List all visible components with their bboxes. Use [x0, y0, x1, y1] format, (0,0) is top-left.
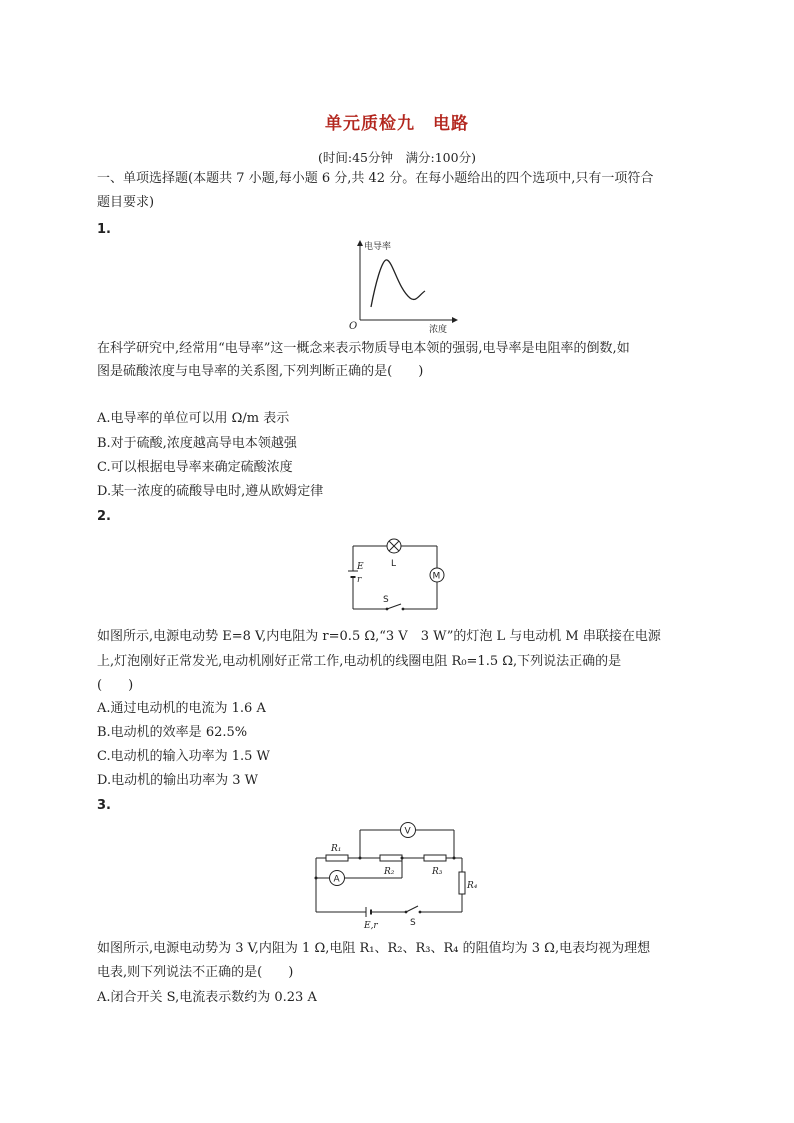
- origin-label: O: [349, 321, 358, 332]
- ammeter-label: A: [333, 874, 340, 885]
- resistor-r3: [424, 855, 446, 861]
- conductivity-concentration-graph: [340, 236, 460, 334]
- source-symbol: [366, 907, 371, 917]
- lamp-symbol: [387, 539, 401, 553]
- page-title: 单元质检九 电路: [325, 114, 469, 134]
- r1-label: R₁: [331, 844, 342, 854]
- switch-label: S: [383, 595, 389, 605]
- resistor-r2: [380, 855, 402, 861]
- internal-resistance-label: r: [357, 575, 362, 585]
- resistor-r1: [326, 855, 348, 861]
- question-2-option-b: B.电动机的效率是 62.5%: [97, 725, 248, 740]
- y-axis-arrow: [357, 240, 363, 246]
- emf-label: E: [357, 562, 364, 572]
- voltmeter-symbol: [401, 823, 416, 838]
- section-heading-line-2: 题目要求): [97, 195, 155, 210]
- mixed-circuit-diagram: [308, 820, 478, 934]
- switch-symbol: [405, 906, 422, 913]
- question-3-stem-line-1: 如图所示,电源电动势为 3 V,内阻为 1 Ω,电阻 R₁、R₂、R₃、R₄ 的阻值均为 3 Ω,电表均视为理想: [97, 941, 651, 956]
- switch-label: S: [410, 918, 416, 928]
- question-2-stem-line-1: 如图所示,电源电动势 E=8 V,内电阻为 r=0.5 Ω,“3 V 3 W”的灯泡 L 与电动机 M 串联接在电源: [97, 629, 661, 644]
- source-label: E,r: [364, 921, 378, 931]
- question-1-stem-line-1: 在科学研究中,经常用“电导率”这一概念来表示物质导电本领的强弱,电导率是电阻率的倒数,如: [97, 341, 630, 356]
- lamp-label: L: [391, 559, 397, 569]
- voltmeter-label: V: [404, 826, 411, 837]
- question-2-option-c: C.电动机的输入功率为 1.5 W: [97, 749, 270, 764]
- question-1-option-a: A.电导率的单位可以用 Ω/m 表示: [97, 411, 290, 426]
- question-3-stem-line-2: 电表,则下列说法不正确的是( ): [97, 965, 294, 980]
- question-3-number: 3.: [97, 798, 111, 813]
- question-2-stem-line-2: 上,灯泡刚好正常发光,电动机刚好正常工作,电动机的线圈电阻 R₀=1.5 Ω,下列说法正确的是: [97, 654, 622, 669]
- section-heading-line-1: 一、单项选择题(本题共 7 小题,每小题 6 分,共 42 分。在每小题给出的四个选项中,只有一项符合: [97, 171, 654, 186]
- y-axis-label: 电导率: [364, 242, 392, 252]
- question-1-option-d: D.某一浓度的硫酸导电时,遵从欧姆定律: [97, 484, 324, 499]
- r2-label: R₂: [384, 867, 395, 877]
- x-axis-label: 浓度: [429, 325, 448, 334]
- motor-symbol: [430, 568, 444, 582]
- question-2-option-d: D.电动机的输出功率为 3 W: [97, 773, 258, 788]
- question-1-number: 1.: [97, 222, 111, 237]
- question-1-option-c: C.可以根据电导率来确定硫酸浓度: [97, 460, 293, 475]
- question-1-option-b: B.对于硫酸,浓度越高导电本领越强: [97, 436, 297, 451]
- series-circuit-diagram: [343, 535, 453, 615]
- conductivity-curve: [371, 260, 425, 307]
- exam-info: (时间:45分钟 满分:100分): [318, 150, 476, 165]
- x-axis-arrow: [452, 317, 458, 323]
- r4-label: R₄: [467, 881, 478, 891]
- ammeter-symbol: [330, 871, 345, 886]
- question-3-option-a: A.闭合开关 S,电流表示数约为 0.23 A: [97, 990, 317, 1005]
- resistor-r4: [459, 872, 465, 894]
- r3-label: R₃: [432, 867, 443, 877]
- question-2-stem-line-3: ( ): [97, 678, 134, 693]
- question-2-number: 2.: [97, 509, 111, 524]
- question-1-stem-line-2: 图是硫酸浓度与电导率的关系图,下列判断正确的是( ): [97, 364, 424, 379]
- question-2-option-a: A.通过电动机的电流为 1.6 A: [97, 701, 266, 716]
- motor-label: M: [432, 571, 441, 582]
